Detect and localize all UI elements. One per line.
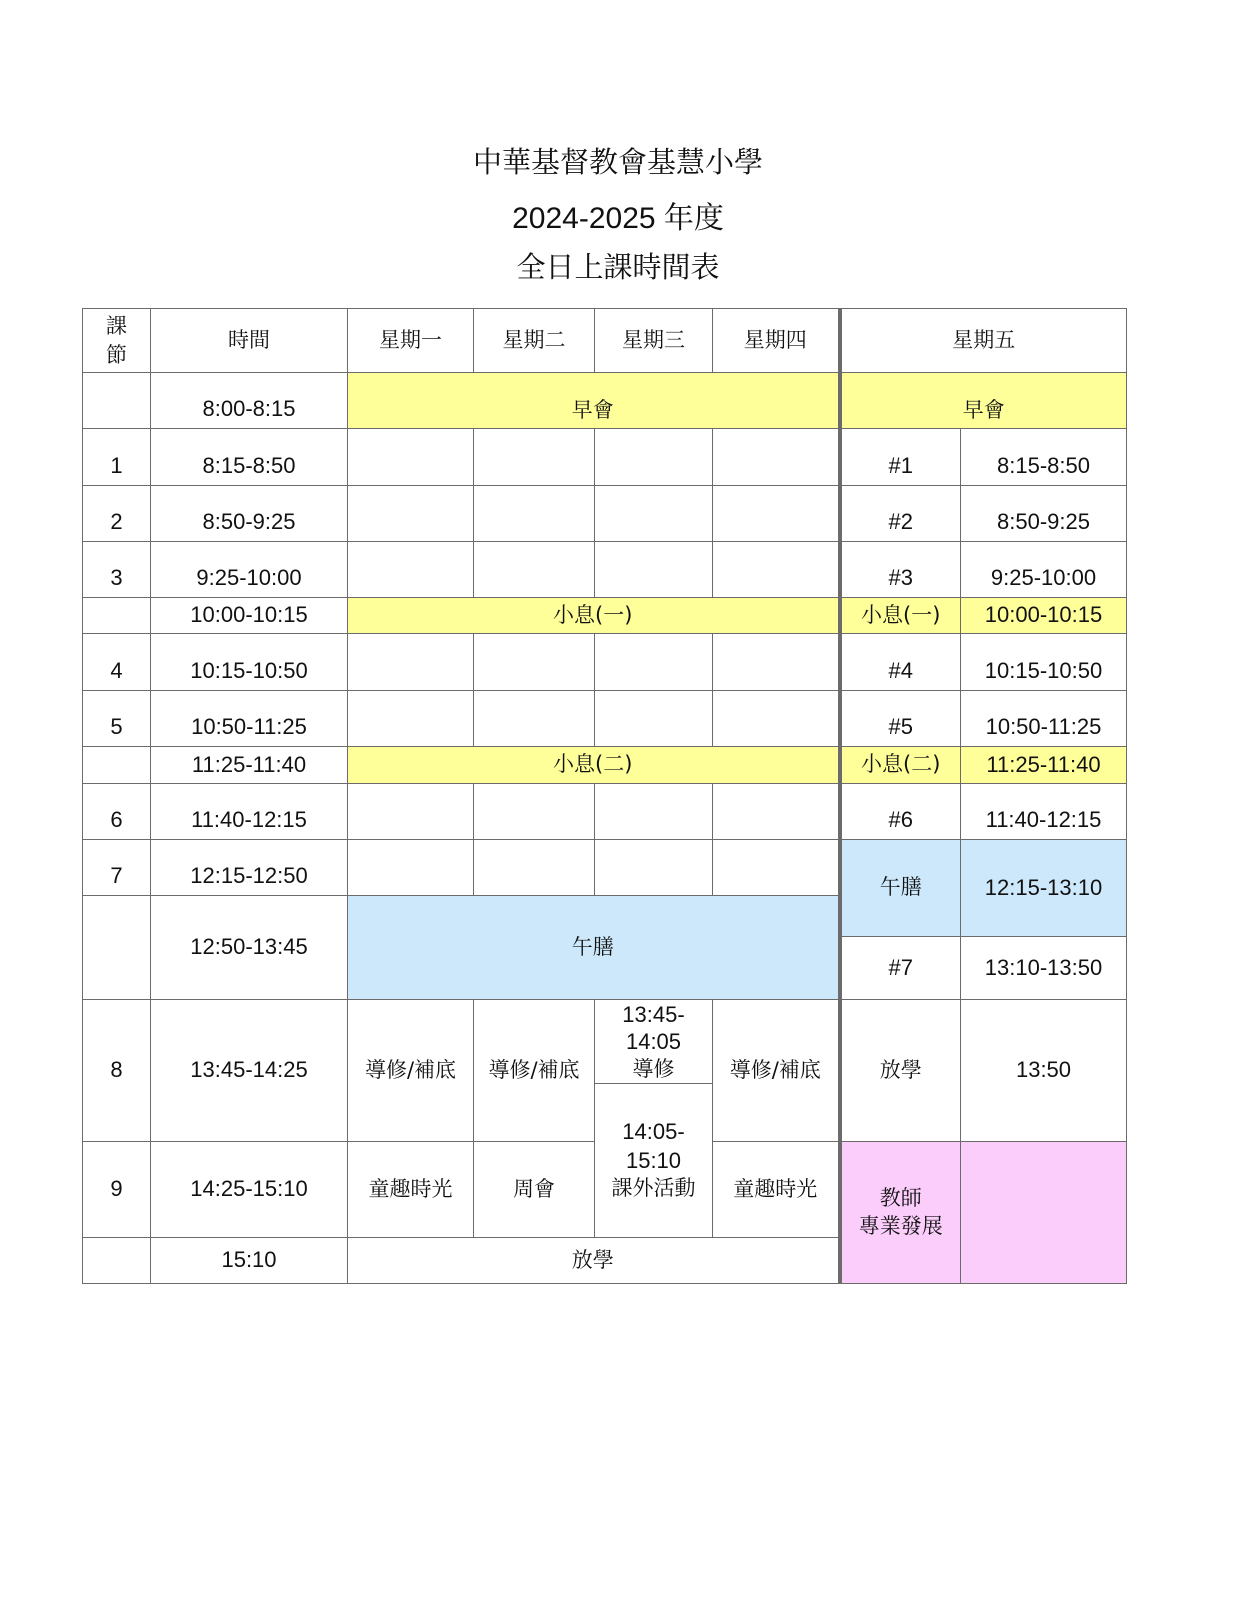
fri-time-cell: 8:15-8:50 (961, 429, 1127, 486)
lesson-num (83, 598, 151, 634)
time-cell: 15:10 (151, 1238, 348, 1284)
header-fri: 星期五 (840, 309, 1127, 373)
dismiss-cell: 放學 (348, 1238, 840, 1284)
fri-lunch-time: 12:15-13:10 (961, 840, 1127, 937)
fri-lesson-num: #3 (840, 542, 961, 598)
lesson-num (83, 373, 151, 429)
wed-activity-time-a: 14:05- (622, 1119, 685, 1145)
lesson-num: 3 (83, 542, 151, 598)
thu-cell (713, 784, 840, 840)
mon-cell: 童趣時光 (348, 1142, 474, 1238)
mon-cell (348, 429, 474, 486)
fri-lesson-num: #6 (840, 784, 961, 840)
time-cell: 8:15-8:50 (151, 429, 348, 486)
timetable-title: 全日上課時間表 (516, 250, 720, 284)
lesson-num: 5 (83, 691, 151, 747)
header-time: 時間 (151, 309, 348, 373)
fri-time-cell: 9:25-10:00 (961, 542, 1127, 598)
lesson-num: 2 (83, 486, 151, 542)
table-row (83, 634, 1127, 691)
time-cell: 11:40-12:15 (151, 784, 348, 840)
table-row (83, 598, 1127, 634)
tue-cell (474, 542, 595, 598)
thu-cell (713, 486, 840, 542)
fri-assembly-cell: 早會 (840, 373, 1127, 429)
table-row (83, 373, 1127, 429)
lesson-num: 1 (83, 429, 151, 486)
table-row (83, 542, 1127, 598)
recess-cell: 小息(二) (348, 747, 840, 784)
tue-cell (474, 691, 595, 747)
fri-teacher-pd-empty (961, 1142, 1127, 1284)
table-row (83, 691, 1127, 747)
tue-cell (474, 429, 595, 486)
table-row (83, 784, 1127, 840)
header-thu: 星期四 (713, 309, 840, 373)
tue-cell (474, 840, 595, 896)
wed-cell (595, 634, 713, 691)
thu-cell (713, 429, 840, 486)
mon-cell (348, 784, 474, 840)
lesson-num: 6 (83, 784, 151, 840)
fri-teacher-pd-line2: 專業發展 (858, 1213, 943, 1238)
timetable (82, 308, 1127, 1284)
wed-cell (595, 486, 713, 542)
table-row (83, 429, 1127, 486)
fri-time-cell: 8:50-9:25 (961, 486, 1127, 542)
fri-time-cell: 13:10-13:50 (961, 937, 1127, 1000)
time-cell: 9:25-10:00 (151, 542, 348, 598)
time-cell: 14:25-15:10 (151, 1142, 348, 1238)
header-tue: 星期二 (474, 309, 595, 373)
lesson-num (83, 1238, 151, 1284)
fri-lesson-num: #4 (840, 634, 961, 691)
fri-time-cell: 10:50-11:25 (961, 691, 1127, 747)
fri-teacher-pd-cell (840, 1142, 961, 1284)
fri-time-cell: 11:40-12:15 (961, 784, 1127, 840)
wed-activity-time-b: 15:10 (625, 1147, 682, 1173)
wed-cell (595, 840, 713, 896)
time-cell: 10:00-10:15 (151, 598, 348, 634)
wed-cell (595, 429, 713, 486)
fri-dismiss-cell: 放學 (840, 1000, 961, 1142)
time-cell: 12:50-13:45 (151, 896, 348, 1000)
wed-tutorial-label: 導修 (632, 1056, 675, 1081)
time-cell: 8:50-9:25 (151, 486, 348, 542)
wed-tutorial-time-b: 14:05 (625, 1029, 682, 1055)
thu-cell (713, 542, 840, 598)
tue-cell (474, 634, 595, 691)
header-lesson (83, 309, 151, 373)
wed-tutorial-time-a: 13:45- (622, 1001, 685, 1027)
fri-lesson-num: #2 (840, 486, 961, 542)
tue-cell: 周會 (474, 1142, 595, 1238)
thu-cell (713, 634, 840, 691)
header-mon: 星期一 (348, 309, 474, 373)
table-row (83, 747, 1127, 784)
wed-activity-label: 課外活動 (611, 1176, 696, 1201)
mon-cell (348, 486, 474, 542)
thu-cell (713, 691, 840, 747)
lesson-num: 4 (83, 634, 151, 691)
header-row (83, 309, 1127, 373)
time-cell: 10:15-10:50 (151, 634, 348, 691)
tue-cell (474, 486, 595, 542)
wed-cell (595, 691, 713, 747)
thu-cell: 導修/補底 (713, 1000, 840, 1142)
mon-cell (348, 634, 474, 691)
fri-recess-cell: 小息(一) (840, 598, 961, 634)
time-cell: 11:25-11:40 (151, 747, 348, 784)
thu-cell (713, 840, 840, 896)
wed-cell (595, 542, 713, 598)
fri-time-cell: 10:00-10:15 (961, 598, 1127, 634)
fri-dismiss-time: 13:50 (961, 1000, 1127, 1142)
lesson-num: 7 (83, 840, 151, 896)
tue-cell (474, 784, 595, 840)
lesson-num (83, 896, 151, 1000)
fri-recess-cell: 小息(二) (840, 747, 961, 784)
fri-time-cell: 11:25-11:40 (961, 747, 1127, 784)
lunch-cell: 午膳 (348, 896, 840, 1000)
table-row (83, 486, 1127, 542)
mon-cell (348, 542, 474, 598)
assembly-cell: 早會 (348, 373, 840, 429)
time-cell: 12:15-12:50 (151, 840, 348, 896)
recess-cell: 小息(一) (348, 598, 840, 634)
lesson-num: 8 (83, 1000, 151, 1142)
time-cell: 8:00-8:15 (151, 373, 348, 429)
time-cell: 10:50-11:25 (151, 691, 348, 747)
lesson-num (83, 747, 151, 784)
header-lesson-label: 課節 (106, 314, 127, 367)
wed-activity-cell (595, 1084, 713, 1238)
fri-lesson-num: #7 (840, 937, 961, 1000)
mon-cell (348, 840, 474, 896)
header-wed: 星期三 (595, 309, 713, 373)
school-name: 中華基督教會基慧小學 (472, 145, 763, 179)
fri-teacher-pd-line1: 教師 (879, 1186, 922, 1211)
table-row (83, 1000, 1127, 1084)
school-year: 2024-2025 年度 (512, 202, 724, 235)
mon-cell (348, 691, 474, 747)
fri-lesson-num: #5 (840, 691, 961, 747)
time-cell: 13:45-14:25 (151, 1000, 348, 1142)
wed-cell (595, 784, 713, 840)
lesson-num: 9 (83, 1142, 151, 1238)
fri-lunch-cell: 午膳 (840, 840, 961, 937)
mon-cell: 導修/補底 (348, 1000, 474, 1142)
thu-cell: 童趣時光 (713, 1142, 840, 1238)
wed-tutorial-cell (595, 1000, 713, 1084)
fri-time-cell: 10:15-10:50 (961, 634, 1127, 691)
fri-lesson-num: #1 (840, 429, 961, 486)
tue-cell: 導修/補底 (474, 1000, 595, 1142)
table-row (83, 840, 1127, 896)
